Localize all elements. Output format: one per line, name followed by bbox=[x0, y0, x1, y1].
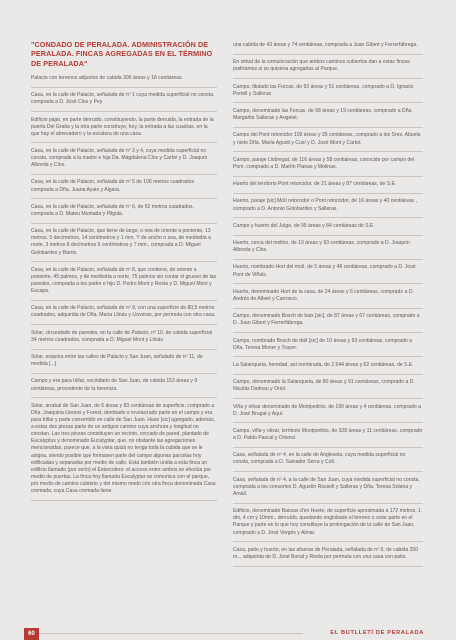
paragraph-divider bbox=[31, 324, 217, 325]
paragraph: Casa, en la calle de Palacio, señalada de nº 9, con una superficie de 80,5 metros cuadrados, adquirida de Dña. María Llinás y Lloveras, por permuta con otra casa. bbox=[31, 305, 216, 319]
paragraph-divider bbox=[31, 373, 217, 374]
paragraph-divider bbox=[31, 300, 217, 301]
paragraph: una cabida de 43 áreas y 74 centiáreas, comprada a Juan Gibert y Ferrerfábrega. bbox=[233, 42, 418, 48]
paragraph: Edificio pajar, en parte derruido, constituyendo, la parte derruida, la entrada de la puerta Del Gratia y la otra parte construye, hoy, la entrada a las cuadras, en la que hay el abrevadero y la escalera de una casa. bbox=[31, 116, 214, 137]
paragraph-divider bbox=[233, 422, 423, 423]
paragraph: Campo, denominado las Forcas, de 98 áreas y 19 centiáreas, comprado a Dña. Margarita Salleras y Angelet. bbox=[233, 108, 413, 122]
paragraph: Campo, titulado las Forcas, de 92 áreas y 51 centiáreas, comprado a D. Ignacio Portell y Salleras bbox=[233, 83, 414, 97]
paragraph-divider bbox=[233, 566, 423, 567]
paragraph: Solar, circundado de paredes, en la calle de Palacio, nº 10, de cabida superficial 34 metros cuadrados, comprada a D. Miguel Mont y Llinás. bbox=[31, 329, 213, 343]
paragraph: Casa, en la calle de Palacio, señalada de nº 1 cuya medida superficial no consta, comprada a D. José Clos y Pey. bbox=[31, 92, 215, 106]
paragraph: Campo, viña y olivar, territorio Montpedrós, de 328 áreas y 11 centiáreas, comprado a D. Pablo Pascal y Ortenci. bbox=[233, 428, 423, 442]
paragraph: Casa, en la calle de Palacio, señalada de nº 3 y 4, cuya medida superficial no consta, comprada a la madre e hija Da. Magdalena Clos y Carbó y D. Joaquín Albreda y Clos. bbox=[31, 148, 208, 169]
paragraph-divider bbox=[233, 471, 423, 472]
paragraph-divider bbox=[233, 541, 423, 542]
paragraph-divider bbox=[233, 447, 423, 448]
paragraph: Huerto, nombrado Hort del molí, de 5 áreas y 46 centiáreas, comprado a D. José Pont de Viñals. bbox=[233, 264, 416, 278]
paragraph-divider bbox=[233, 398, 423, 399]
paragraph: Casa, patio y huerto, en las afueras de Peralada, señalada de nº 9, de cabida 250 m.., adquirida de D. José Bonal y Resta por permuta con una casa con patio. bbox=[233, 546, 419, 560]
paragraph-divider bbox=[233, 193, 423, 194]
paragraph-divider bbox=[233, 102, 423, 103]
paragraph: Casa, en la calle de Palacio, que tiene de largo, o sea de oriente a poniente, 13 metros. 5 decímetros, 14 centímetros y 1 mm. Y de ancho o sea, de mediodía a norte, 3 metros 8 decímetros 9 centímetros y 7 mm., comprada a D. Miguel Golobardes y Barris. bbox=[31, 228, 211, 256]
paragraph: Edificio, denominado Bassas d'en Huete, de superficie aproximada a 172 metros, 1 dm, 4 cm y 10mm., derruído, quedando englobado el terreno o solar parte en el Parque y parte en lo que hoy constituye la prolongación de la calle de San Juan, comprado a D. José Vergés y Almar. bbox=[233, 508, 421, 536]
paragraph-divider bbox=[233, 503, 423, 504]
left-column bbox=[31, 40, 217, 505]
paragraph: Campo, paraje Llobregat, de 116 áreas y 58 centiáreas, conocido por campo del Pont, comprado a D. Martín Planas y Molinas. bbox=[233, 156, 415, 170]
paragraph-divider bbox=[233, 332, 423, 333]
paragraph-divider bbox=[31, 87, 217, 88]
paragraph-divider bbox=[233, 54, 423, 55]
journal-name: EL BUTLLETÍ DE PERALADA bbox=[330, 630, 424, 636]
paragraph-divider bbox=[233, 217, 423, 218]
paragraph-divider bbox=[31, 223, 217, 224]
paragraph: Campo y era para trillar, vecindario de San Juan, de cabida 153 áreas y 9 centiáreas, procedente de la herencia. bbox=[31, 378, 198, 392]
paragraph: Casa, en la calle de Palacio, señalada de nº 5 de 106 metros cuadrados comprada a Dña. Juana Ayats y Algara. bbox=[31, 179, 194, 193]
paragraph-divider bbox=[233, 374, 423, 375]
paragraph-divider bbox=[31, 397, 217, 398]
paragraph: Campo del Pont retorcidor 109 áreas y 35 centiáreas, comprado a los Sres. Abuela y nieto Dña. María Agusti y Cusí y D. José Mont y Carbó. bbox=[233, 132, 421, 146]
paragraph-divider bbox=[233, 176, 423, 177]
paragraph: Palacio con terrenos adjuntos de cabida 306 áreas y 18 centiáreas. bbox=[31, 74, 184, 81]
paragraph: Casa, en la calle de Palacio, señalada de nº 8, que contiene, de oriente a poniente, 45 palmos, y de mediodía a norte, 75 palmos sin contar el grueso de las paredes, comprada a los padre e hijo D. Pedro Mont y Resta y D. Miguel Mont y Escapa. bbox=[31, 266, 217, 295]
paragraph: Campo, nombrado Bosch de dalt [sic] de 10 áreas y 93 centiáreas, comprado a Dña. Teresa Moner y Trayer. bbox=[233, 337, 412, 351]
paragraph-divider bbox=[31, 349, 217, 350]
paragraph-divider bbox=[233, 308, 423, 309]
paragraph-divider bbox=[233, 127, 423, 128]
left-paragraphs bbox=[31, 75, 217, 501]
paragraph: Huerto, cerca del molino, de 10 áreas y 93 centiáreas, comprado a D. Joaquín Albreda y Clos. bbox=[233, 240, 410, 254]
paragraph: Campo, denominado Bosch de baix [sic], de 87 áreas y 67 centiáreas, comprado a D. Juan Gibert y Ferrerfábrega. bbox=[233, 313, 420, 327]
paragraph: Huerto, paraje [sic] Molí retorcidor o Pont retorcidor, de 16 áreas y 40 centiáreas , comprado a D. Antonio Golobardes y Salleras. bbox=[233, 198, 418, 212]
paragraph-divider bbox=[233, 356, 423, 357]
right-paragraphs bbox=[233, 42, 423, 567]
paragraph-divider bbox=[31, 142, 217, 143]
paragraph-divider bbox=[233, 151, 423, 152]
paragraph-divider bbox=[31, 500, 217, 501]
paragraph-divider bbox=[233, 283, 423, 284]
paragraph: Huerto, denominado Hort de la casa, de 24 áreas y 6 centiáreas, comprado a D. Andrés de Albert y Carrosco. bbox=[233, 288, 414, 302]
paragraph: En virtud de la comunicación que ambos caminos cubiertos dan a estas fincas podríamos si so quisiera agregarlas al Parque. bbox=[233, 59, 410, 73]
footer-divider bbox=[39, 633, 303, 634]
paragraph-divider bbox=[31, 261, 217, 262]
paragraph: Solar, esquina entre las calles de Palacio y San Juan, señalado de nº 11, de medida [...] bbox=[31, 354, 203, 368]
paragraph: Solar, arrabal de San Juan, de 6 áreas y 83 centiáreas de superficie, comprado a Dña. Joaquina Lleonci y Forest, derribado e involucrado parte en el campo y era para trillar y parte convertido en calle de San Juan. Hase [sic] agregado, además, a estas dos piezas parte de un antiguo camino cuya anchura y longitud no constan. Las tres piezas constituyen un recinto, cercado de pared, plantado de Eucalyptus y denominado Eucalyptar, que, no obstante las agregaciones mencionadas, parece que, a la vista quizá no tenga toda la cabida que se le asigna, siendo posible que formasen parte del campo algunas parcelas hoy edificadas y separadas por medio de calle. Está también unida a esta finca un edificio llamado (por serlo) el Estercolero: el acceso entre ambos se efectúa por medio de puertas. La finca hoy llamada Eucalyptar se comunica con el parque, por medio de camino cubierto y del mismo modo con otra finca denominada Casa cremada, cuya Casa cremada tiene bbox=[31, 402, 216, 494]
paragraph-divider bbox=[233, 259, 423, 260]
paragraph-divider bbox=[233, 78, 423, 79]
right-column bbox=[233, 42, 423, 571]
paragraph-divider bbox=[233, 235, 423, 236]
paragraph: Casa, señalada de nº 4, a la calle de San Juan, cuya medida superficial no consta, comprada a los consortes D. Agustín Rossell y Salleras y Dña. Teresa Solana y Amall. bbox=[233, 476, 420, 497]
paragraph: Campo, denominado la Salanqueta, de 80 áreas y 91 centiáreas, comprado a D. Nicolás Dalmau y Oriol. bbox=[233, 379, 415, 393]
paragraph: Casa, en la calle de Palacio, señalada de nº 6, de 62 metros cuadrados, comprada a D. Mateu Muntada y Pilgola. bbox=[31, 203, 194, 217]
paragraph: Casa, señalada de nº 4, en la calle de Anglesola, cuya medida superficial no consta, comprada a D. Salvador Serra y Coll. bbox=[233, 452, 406, 466]
paragraph: Viña y olivar denominado de Montpedrós, de 190 áreas y 4 centiáreas, comprado a D. José Brugat y Aquí. bbox=[233, 403, 421, 417]
paragraph-divider bbox=[31, 198, 217, 199]
page-number: 60 bbox=[24, 628, 39, 640]
paragraph-divider bbox=[31, 111, 217, 112]
paragraph: Huerto del territorio Pont retorcidor, de 21 áreas y 87 centiáreas, de S.E. bbox=[233, 181, 397, 188]
paragraph-divider bbox=[31, 174, 217, 175]
article-title: "CONDADO DE PERALADA. ADMINISTRACIÓN DE PERALADA. FINCAS AGREGADAS EN EL TÉRMINO DE PERALADA" bbox=[31, 40, 213, 68]
paragraph: La Salanqueta, heredad, así nombrada, de 2.544 áreas y 62 centiáreas, de S.E. bbox=[233, 361, 414, 368]
paragraph: Campo y huerto del Julge, de 95 áreas y 84 centiáreas de S.E. bbox=[233, 222, 375, 229]
